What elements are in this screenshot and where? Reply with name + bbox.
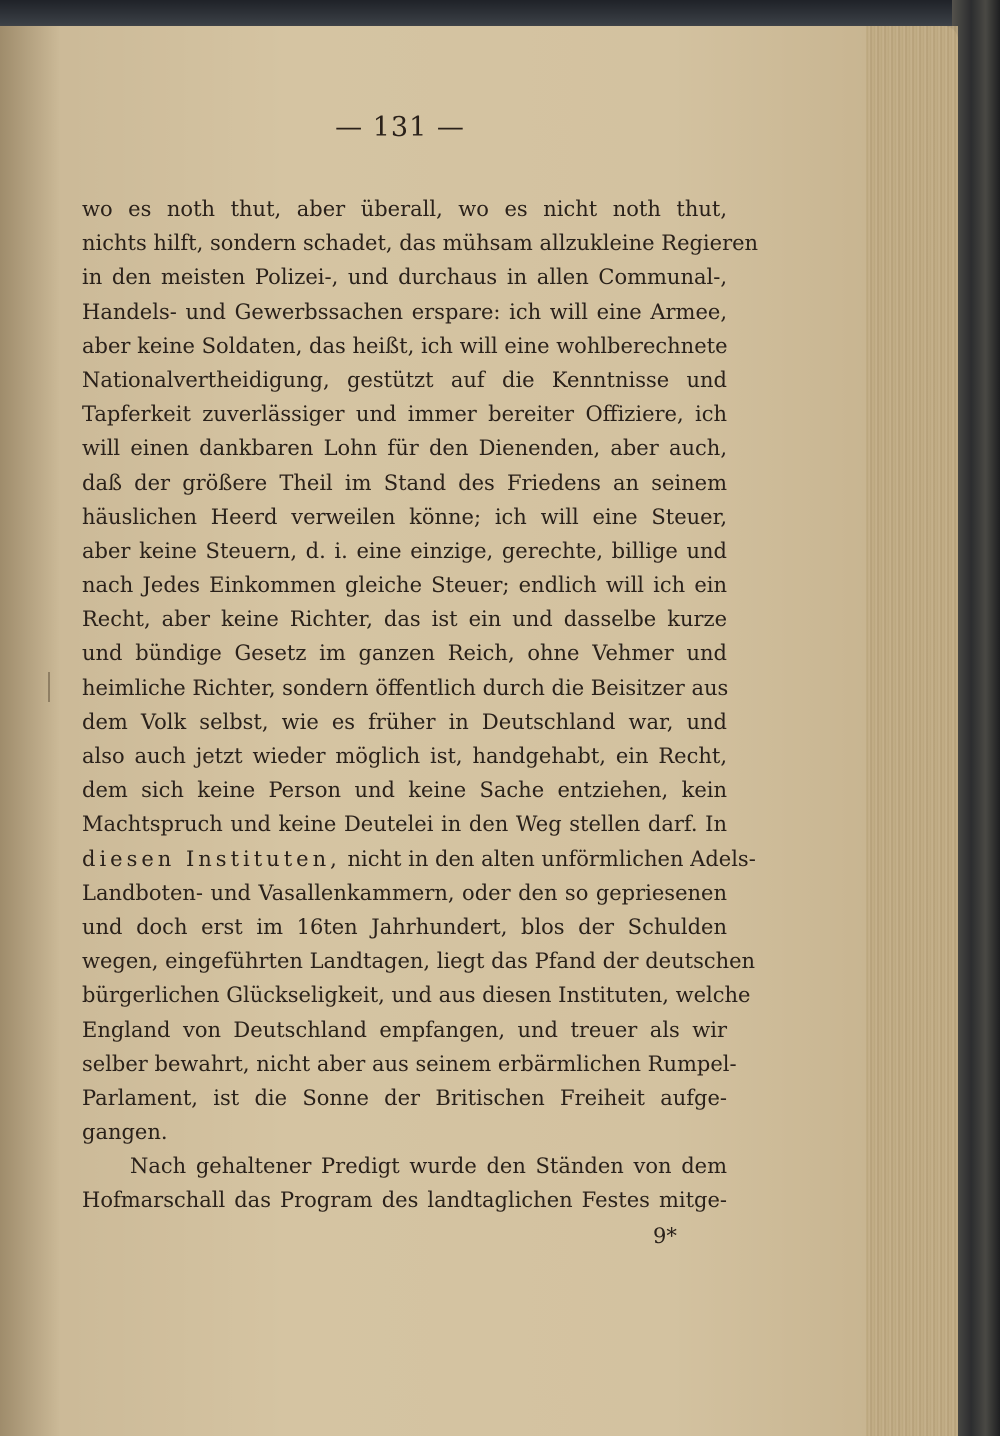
text-line: Parlament, ist die Sonne der Britischen Freiheit aufge- [82, 1085, 727, 1110]
margin-mark [48, 672, 50, 702]
page-number: — 131 — [335, 112, 465, 143]
text-line: Nationalvertheidigung, gestützt auf die Kenntnisse und [82, 367, 727, 392]
text-line: England von Deutschland empfangen, und treuer als wir [82, 1017, 727, 1042]
text-line: wegen, eingeführten Landtagen, liegt das Pfand der deutschen [82, 949, 756, 974]
text-line: nach Jedes Einkommen gleiche Steuer; endlich will ich ein [82, 573, 727, 598]
text-line: Handels- und Gewerbssachen erspare: ich will eine Armee, [82, 299, 727, 324]
text-line: Tapferkeit zuverlässiger und immer bereiter Offiziere, ich [82, 402, 727, 427]
body-text [82, 192, 759, 1218]
text-line: dem Volk selbst, wie es früher in Deutschland war, und [82, 709, 727, 734]
text-line: in den meisten Polizei-, und durchaus in allen Communal-, [82, 265, 727, 290]
emphasized-text: diesen Instituten, [82, 846, 341, 871]
text-line: selber bewahrt, nicht aber aus seinem erbärmlichen Rumpel- [82, 1051, 737, 1076]
text-line: bürgerlichen Glückseligkeit, und aus diesen Instituten, welche [82, 983, 751, 1008]
text-line [82, 842, 756, 876]
gutter-shadow [0, 26, 60, 1436]
text-line: nichts hilft, sondern schadet, das mühsam allzukleine Regieren [82, 231, 759, 256]
text-line: Nach gehaltener Predigt wurde den Ständen von dem [130, 1154, 727, 1179]
signature-mark: 9* [653, 1224, 677, 1248]
text-line: Machtspruch und keine Deutelei in den Weg stellen darf. In [82, 812, 727, 837]
text-line: aber keine Soldaten, das heißt, ich will eine wohlberechnete [82, 333, 728, 358]
text-line: Recht, aber keine Richter, das ist ein und dasselbe kurze [82, 607, 727, 632]
book-cover-right [952, 0, 1000, 1436]
text-line: Hofmarschall das Program des landtaglichen Festes mitge- [82, 1188, 727, 1213]
text-line: dem sich keine Person und keine Sache entziehen, kein [82, 778, 727, 803]
text-line: Landboten- und Vasallenkammern, oder den so gepriesenen [82, 880, 727, 905]
text-line: und bündige Gesetz im ganzen Reich, ohne Vehmer und [82, 641, 727, 666]
text-line: will einen dankbaren Lohn für den Dienenden, aber auch, [82, 436, 727, 461]
text-line: und doch erst im 16ten Jahrhundert, blos der Schulden [82, 914, 727, 939]
text-line: häuslichen Heerd verweilen könne; ich will eine Steuer, [82, 504, 727, 529]
text-line: aber keine Steuern, d. i. eine einzige, gerechte, billige und [82, 538, 727, 563]
text-line: gangen. [82, 1120, 168, 1145]
page-edges [866, 26, 958, 1436]
text-line: also auch jetzt wieder möglich ist, handgehabt, ein Recht, [82, 744, 727, 768]
text-line: daß der größere Theil im Stand des Friedens an seinem [82, 470, 727, 495]
text-line: heimliche Richter, sondern öffentlich durch die Beisitzer aus [82, 675, 729, 700]
text-line-rest: nicht in den alten unförmlichen Adels- [347, 846, 756, 871]
text-line: wo es noth thut, aber überall, wo es nicht noth thut, [82, 197, 727, 221]
